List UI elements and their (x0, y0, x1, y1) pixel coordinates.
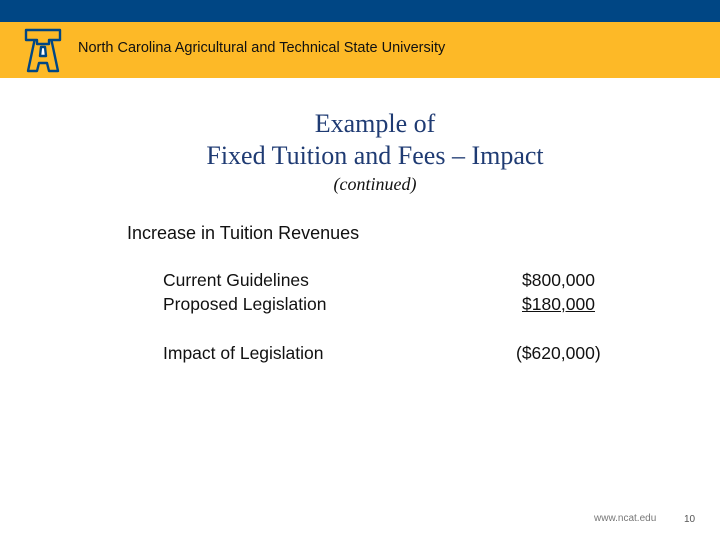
top-color-bar (0, 0, 720, 22)
slide-subtitle: (continued) (333, 174, 417, 194)
aggie-logo-icon (22, 27, 64, 74)
footer-url: www.ncat.edu (594, 513, 657, 524)
title-line-2: Fixed Tuition and Fees – Impact (206, 141, 544, 170)
row-value-current-guidelines: $800,000 (522, 270, 595, 290)
slide-title (0, 108, 720, 172)
title-line-1: Example of (314, 109, 436, 138)
header-banner (0, 22, 720, 78)
university-name: North Carolina Agricultural and Technical State University (78, 40, 446, 56)
row-label-proposed-legislation: Proposed Legislation (163, 294, 327, 314)
row-value-impact: ($620,000) (516, 343, 601, 363)
row-label-current-guidelines: Current Guidelines (163, 270, 309, 290)
row-label-impact: Impact of Legislation (163, 343, 324, 363)
page-number: 10 (684, 514, 696, 525)
row-value-proposed-legislation: $180,000 (522, 294, 595, 314)
section-heading: Increase in Tuition Revenues (127, 223, 360, 243)
